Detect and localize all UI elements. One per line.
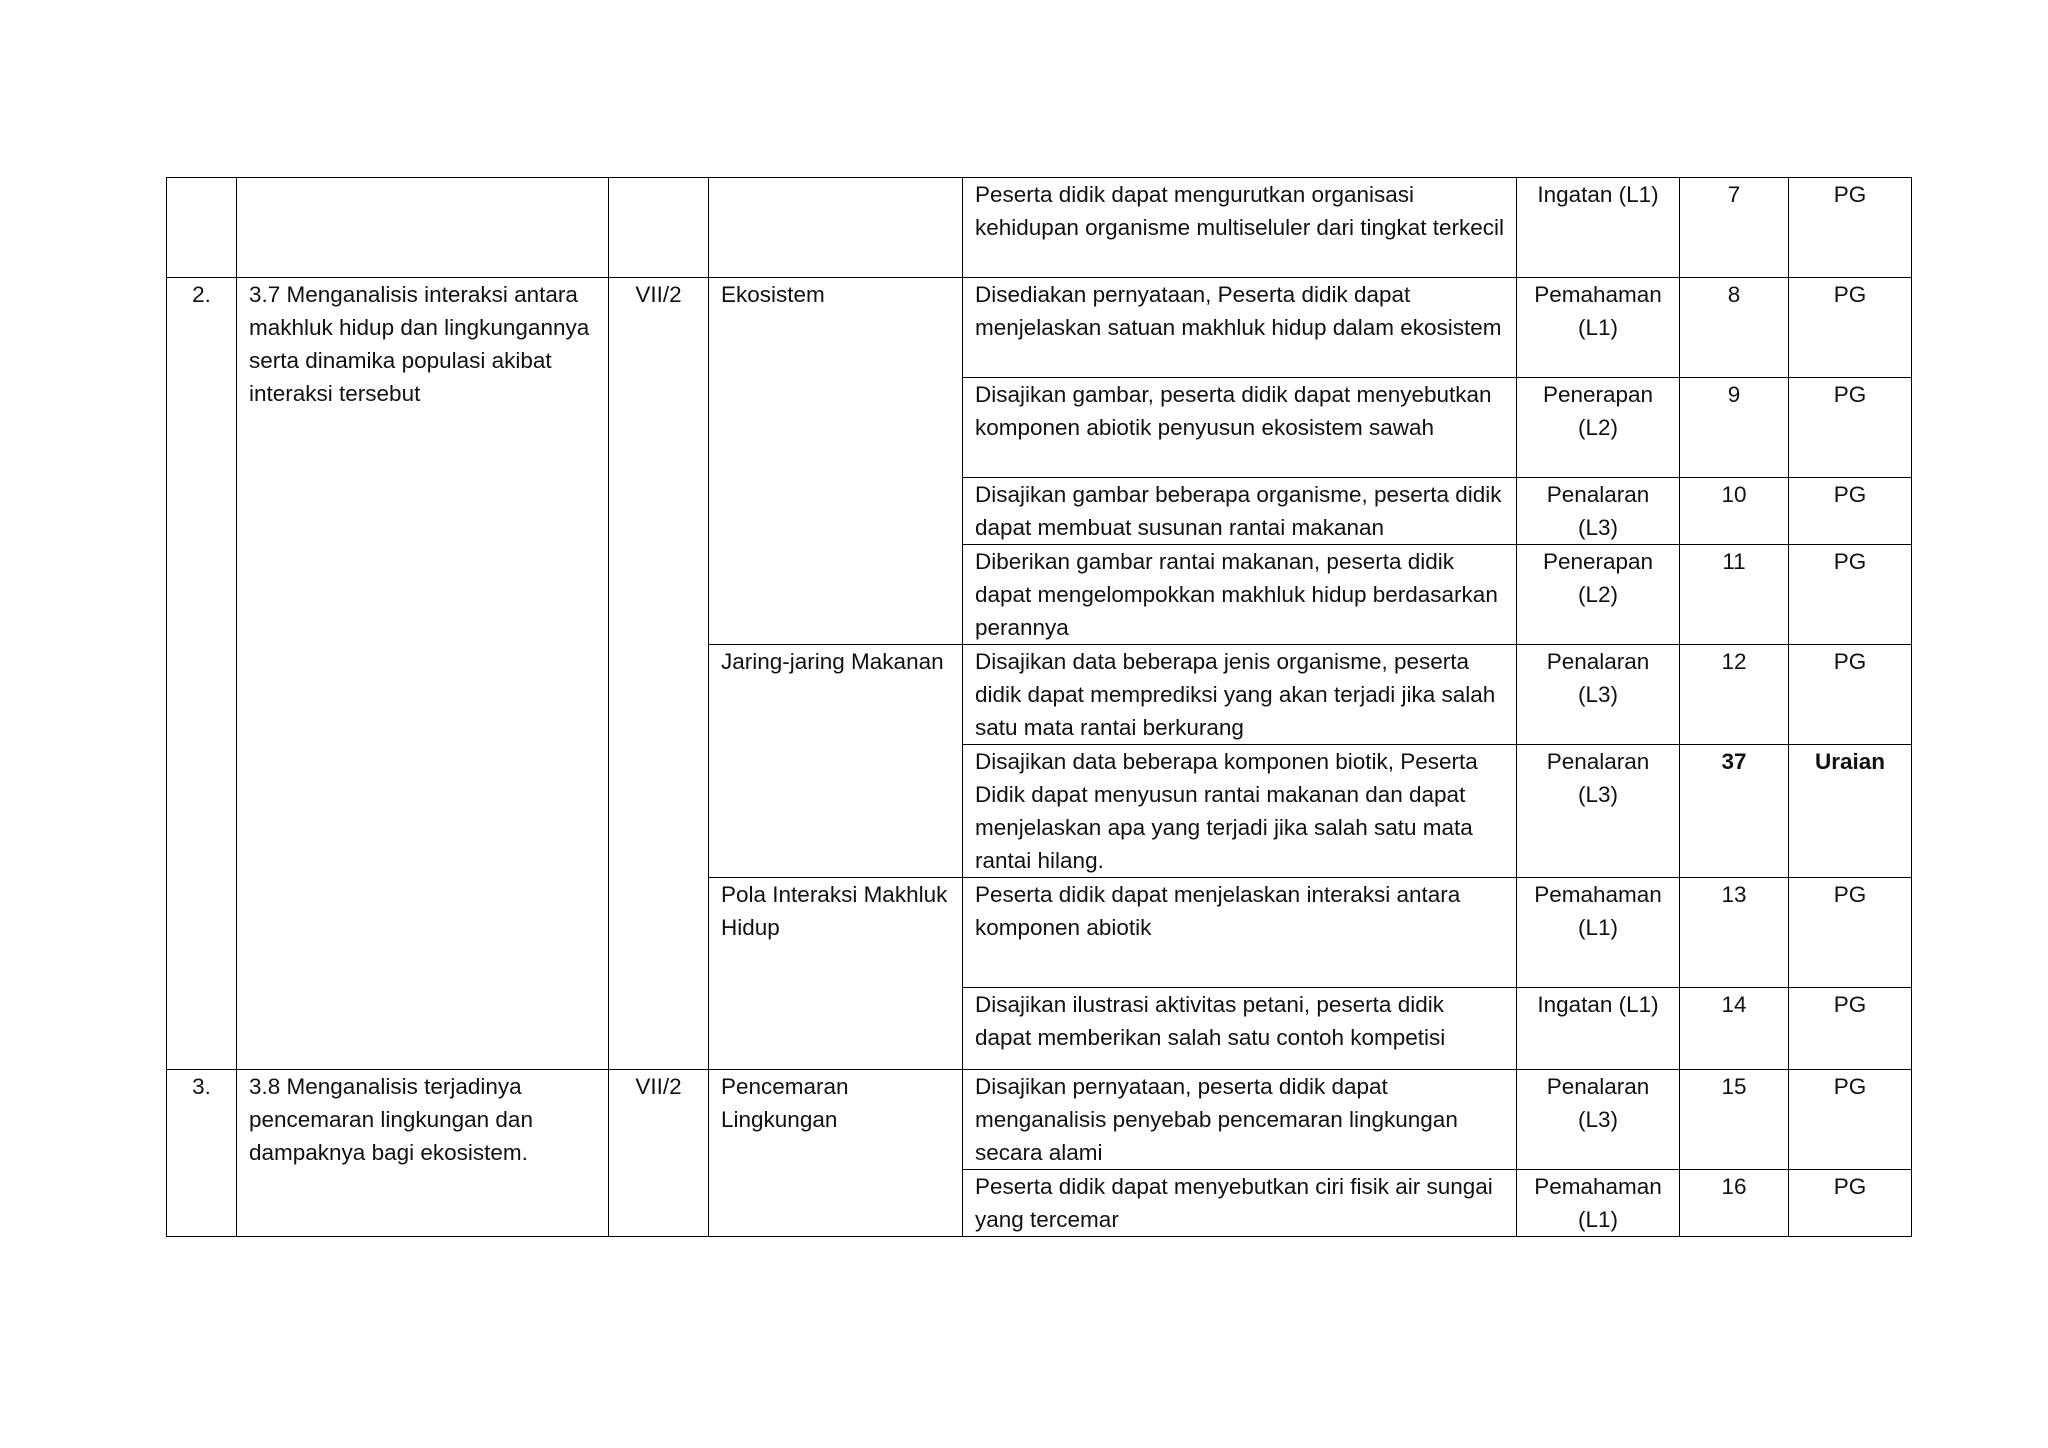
nomor-cell: 15 [1680, 1070, 1789, 1170]
level-cell: Penalaran (L3) [1517, 645, 1680, 745]
level-cell: Pemahaman (L1) [1517, 1170, 1680, 1237]
nomor-cell: 8 [1680, 278, 1789, 378]
level-cell: Ingatan (L1) [1517, 988, 1680, 1070]
indikator-cell: Disajikan gambar beberapa organisme, peserta didik dapat membuat susunan rantai makanan [963, 478, 1517, 545]
table-row [167, 278, 1912, 378]
level-cell: Ingatan (L1) [1517, 178, 1680, 278]
bentuk-cell: PG [1789, 1170, 1912, 1237]
bentuk-cell: PG [1789, 378, 1912, 478]
bentuk-cell: PG [1789, 278, 1912, 378]
materi-cell: Pencemaran Lingkungan [709, 1070, 963, 1237]
indikator-cell: Disajikan pernyataan, peserta didik dapat menganalisis penyebab pencemaran lingkungan secara alami [963, 1070, 1517, 1170]
nomor-cell: 12 [1680, 645, 1789, 745]
table-row [167, 178, 1912, 278]
level-cell: Pemahaman (L1) [1517, 878, 1680, 988]
bentuk-cell: PG [1789, 1070, 1912, 1170]
indikator-cell: Disediakan pernyataan, Peserta didik dapat menjelaskan satuan makhluk hidup dalam ekosistem [963, 278, 1517, 378]
indikator-cell: Disajikan gambar, peserta didik dapat menyebutkan komponen abiotik penyusun ekosistem sawah [963, 378, 1517, 478]
level-cell: Penalaran (L3) [1517, 478, 1680, 545]
indikator-cell: Peserta didik dapat menyebutkan ciri fisik air sungai yang tercemar [963, 1170, 1517, 1237]
nomor-cell: 7 [1680, 178, 1789, 278]
kd-cell: 3.7 Menganalisis interaksi antara makhluk hidup dan lingkungannya serta dinamika populasi akibat interaksi tersebut [237, 278, 609, 1070]
bentuk-cell: PG [1789, 878, 1912, 988]
nomor-cell: 9 [1680, 378, 1789, 478]
no-cell [167, 178, 237, 278]
table-row [167, 1070, 1912, 1170]
kisi-kisi-table [166, 177, 1912, 1237]
level-cell: Penerapan (L2) [1517, 378, 1680, 478]
indikator-cell: Peserta didik dapat menjelaskan interaksi antara komponen abiotik [963, 878, 1517, 988]
nomor-cell: 14 [1680, 988, 1789, 1070]
bentuk-cell: PG [1789, 178, 1912, 278]
kd-cell: 3.8 Menganalisis terjadinya pencemaran lingkungan dan dampaknya bagi ekosistem. [237, 1070, 609, 1237]
bentuk-cell: PG [1789, 478, 1912, 545]
nomor-cell: 16 [1680, 1170, 1789, 1237]
indikator-cell: Disajikan data beberapa jenis organisme, peserta didik dapat memprediksi yang akan terjadi jika salah satu mata rantai berkurang [963, 645, 1517, 745]
bentuk-cell: Uraian [1789, 745, 1912, 878]
no-cell: 3. [167, 1070, 237, 1237]
level-cell: Penalaran (L3) [1517, 745, 1680, 878]
no-cell: 2. [167, 278, 237, 1070]
level-cell: Pemahaman (L1) [1517, 278, 1680, 378]
kelas-cell: VII/2 [609, 1070, 709, 1237]
materi-cell: Pola Interaksi Makhluk Hidup [709, 878, 963, 1070]
bentuk-cell: PG [1789, 645, 1912, 745]
kelas-cell [609, 178, 709, 278]
bentuk-cell: PG [1789, 988, 1912, 1070]
kd-cell [237, 178, 609, 278]
materi-cell: Jaring-jaring Makanan [709, 645, 963, 878]
indikator-cell: Peserta didik dapat mengurutkan organisasi kehidupan organisme multiseluler dari tingkat terkecil [963, 178, 1517, 278]
nomor-cell: 11 [1680, 545, 1789, 645]
nomor-cell: 37 [1680, 745, 1789, 878]
indikator-cell: Diberikan gambar rantai makanan, peserta didik dapat mengelompokkan makhluk hidup berdasarkan perannya [963, 545, 1517, 645]
indikator-cell: Disajikan ilustrasi aktivitas petani, peserta didik dapat memberikan salah satu contoh kompetisi [963, 988, 1517, 1070]
nomor-cell: 10 [1680, 478, 1789, 545]
kelas-cell: VII/2 [609, 278, 709, 1070]
indikator-cell: Disajikan data beberapa komponen biotik, Peserta Didik dapat menyusun rantai makanan dan dapat menjelaskan apa yang terjadi jika salah satu mata rantai hilang. [963, 745, 1517, 878]
bentuk-cell: PG [1789, 545, 1912, 645]
materi-cell [709, 178, 963, 278]
materi-cell: Ekosistem [709, 278, 963, 645]
level-cell: Penalaran (L3) [1517, 1070, 1680, 1170]
nomor-cell: 13 [1680, 878, 1789, 988]
level-cell: Penerapan (L2) [1517, 545, 1680, 645]
